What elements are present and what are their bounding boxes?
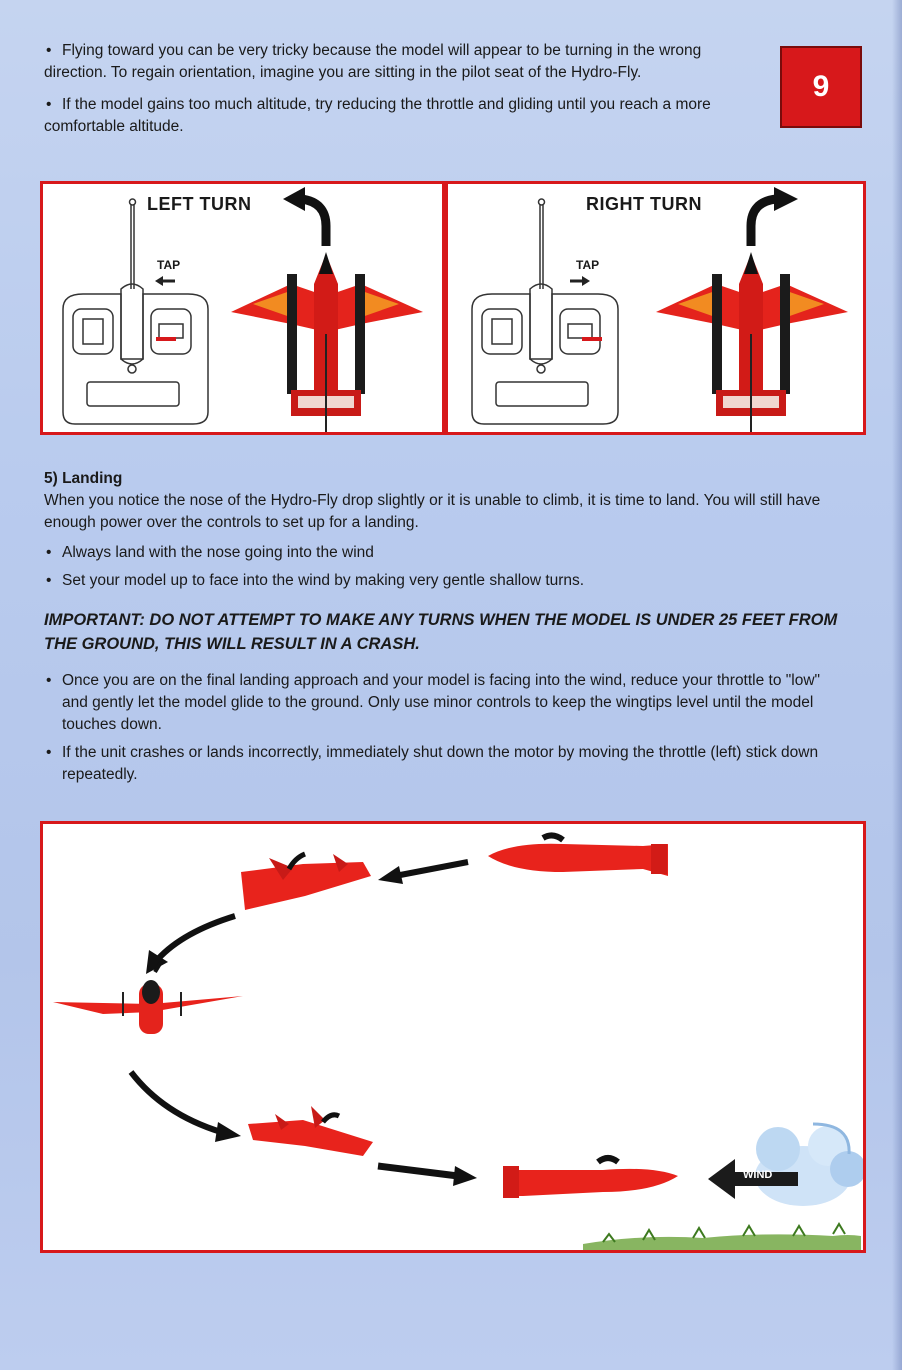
plane-banking-2 bbox=[248, 1106, 373, 1156]
right-turn-arrow bbox=[751, 199, 776, 246]
plane-banking-1 bbox=[241, 854, 371, 910]
path-arrow-4 bbox=[378, 1166, 458, 1176]
wind-label: WIND bbox=[743, 1169, 773, 1181]
bullet-crash-shutdown: • If the unit crashes or lands incorrectly, immediately shut down the motor by moving the throttle (left) stick down repeatedly. bbox=[44, 742, 844, 786]
page-number: 9 bbox=[780, 46, 862, 128]
important-warning: IMPORTANT: DO NOT ATTEMPT TO MAKE ANY TURNS WHEN THE MODEL IS UNDER 25 FEET FROM THE GROUND, THIS WILL RESULT IN A CRASH. bbox=[44, 611, 838, 653]
hydrofly-plane-top-view bbox=[231, 252, 423, 432]
left-tap-label: TAP bbox=[157, 258, 181, 272]
hydrofly-plane-top-view bbox=[656, 252, 848, 432]
landing-pattern-illustration bbox=[43, 824, 866, 1253]
right-turn-title: RIGHT TURN bbox=[586, 194, 702, 214]
top-bullet-list bbox=[44, 40, 764, 148]
right-turn-illustration bbox=[448, 184, 869, 438]
bullet-altitude: • If the model gains too much altitude, try reducing the throttle and gliding until you reach a more comfortable altitude. bbox=[44, 94, 764, 138]
path-arrow-1 bbox=[395, 862, 468, 876]
left-turn-illustration bbox=[43, 184, 448, 438]
page-edge-shadow bbox=[892, 0, 902, 1370]
wind-cloud-icon bbox=[708, 1124, 866, 1206]
landing-pattern-diagram bbox=[40, 821, 866, 1253]
landing-section bbox=[44, 468, 844, 792]
bullet-orientation: • Flying toward you can be very tricky because the model will appear to be turning in the wrong direction. To regain orientation, imagine you are sitting in the pilot seat of the Hydro-Fly. bbox=[44, 40, 764, 84]
landing-heading: 5) Landing bbox=[44, 470, 123, 487]
path-arrow-2 bbox=[158, 916, 235, 959]
plane-side-view-1 bbox=[488, 835, 668, 876]
bullet-final-approach: • Once you are on the final landing approach and your model is facing into the wind, reduce your throttle to "low" and gently let the model glide to the ground. Only use minor controls to keep the wingtips level until the model touches down. bbox=[44, 670, 844, 736]
transmitter-illustration bbox=[63, 199, 208, 424]
path-arrow-3 bbox=[131, 1072, 221, 1132]
landing-intro: When you notice the nose of the Hydro-Fly drop slightly or it is unable to climb, it is time to land. You will still have enough power over the controls to set up for a landing. bbox=[44, 492, 821, 531]
left-turn-title: LEFT TURN bbox=[147, 194, 252, 214]
right-turn-panel bbox=[445, 181, 866, 435]
plane-side-view-2 bbox=[503, 1158, 678, 1198]
grass-strip bbox=[583, 1224, 861, 1252]
left-turn-panel bbox=[40, 181, 445, 435]
transmitter-illustration bbox=[472, 199, 618, 424]
bullet-gentle-turns: • Set your model up to face into the wind by making very gentle shallow turns. bbox=[44, 570, 844, 592]
right-tap-label: TAP bbox=[576, 258, 600, 272]
bullet-land-into-wind: • Always land with the nose going into the wind bbox=[44, 542, 844, 564]
